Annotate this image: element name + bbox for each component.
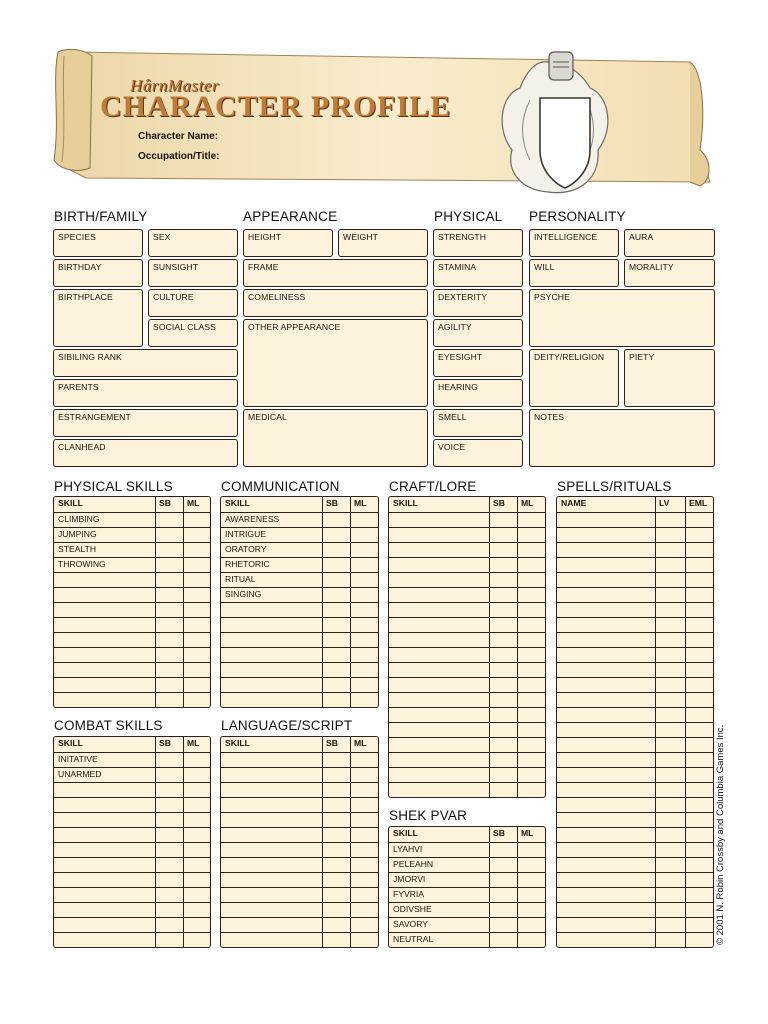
other-appearance-field[interactable] [243,319,428,407]
table-row[interactable] [389,932,545,948]
column-divider [155,497,156,707]
culture-field[interactable] [148,289,238,317]
table-row[interactable] [221,557,378,573]
clanhead-label: CLANHEAD [58,442,106,452]
table-row[interactable] [54,932,210,948]
eyesight-label: EYESIGHT [438,352,483,362]
table-row[interactable] [389,572,545,588]
physical-skills-sb-header: SB [159,498,171,508]
table-row[interactable] [221,542,378,558]
table-row[interactable] [557,557,713,573]
eyesight-field[interactable] [433,349,523,377]
other-appearance-label: OTHER APPEARANCE [248,322,341,332]
frame-label: FRAME [248,262,279,272]
will-label: WILL [534,262,555,272]
occupation-label: Occupation/Title: [138,151,220,162]
table-row[interactable] [389,767,545,783]
section-title-combat-skills: COMBAT SKILLS [54,718,163,733]
table-row[interactable] [557,692,713,708]
language-script-table [220,736,379,948]
table-row[interactable] [557,572,713,588]
table-row[interactable] [54,797,210,813]
skill-name: SAVORY [393,919,429,929]
aura-label: AURA [629,232,654,242]
table-row[interactable] [389,692,545,708]
physical-skills-ml-header: ML [187,498,200,508]
table-row[interactable] [557,812,713,828]
table-row[interactable] [389,842,545,858]
table-row[interactable] [389,902,545,918]
table-row[interactable] [221,587,378,603]
column-divider [350,497,351,707]
table-row[interactable] [389,647,545,663]
column-divider [183,497,184,707]
communication-header-row [221,497,378,512]
craft-lore-sb-header: SB [493,498,505,508]
table-row[interactable] [54,572,210,588]
table-row[interactable] [389,677,545,693]
piety-field[interactable] [624,349,715,407]
strength-label: STRENGTH [438,232,487,242]
section-title-physical-skills: PHYSICAL SKILLS [54,479,173,494]
table-row[interactable] [54,842,210,858]
table-row[interactable] [557,752,713,768]
notes-field[interactable] [529,409,715,467]
table-row[interactable] [54,917,210,933]
table-row[interactable] [389,662,545,678]
table-row[interactable] [557,932,713,948]
birthday-label: BIRTHDAY [58,262,102,272]
table-row[interactable] [221,632,378,648]
clanhead-field[interactable] [53,439,238,467]
communication-table [220,496,379,708]
column-divider [517,827,518,947]
birthplace-field[interactable] [53,289,143,347]
hearing-label: HEARING [438,382,478,392]
estrangement-label: ESTRANGEMENT [58,412,131,422]
combat-skills-header-row [54,737,210,752]
table-row[interactable] [557,827,713,843]
culture-label: CULTURE [153,292,194,302]
shek-pvar-skill-header: SKILL [393,828,418,838]
skill-name: INTRIGUE [225,529,267,539]
column-divider [155,737,156,947]
character-profile-title: CHARACTER PROFILE [100,90,452,123]
section-title-birth-family: BIRTH/FAMILY [54,209,148,224]
table-row[interactable] [557,767,713,783]
social-class-label: SOCIAL CLASS [153,322,216,332]
dexterity-label: DEXTERITY [438,292,488,302]
will-field[interactable] [529,259,619,287]
estrangement-field[interactable] [53,409,238,437]
dexterity-field[interactable] [433,289,523,317]
table-row[interactable] [557,587,713,603]
section-title-craft-lore: CRAFT/LORE [389,479,477,494]
column-divider [489,827,490,947]
sex-field[interactable] [148,229,238,257]
table-row[interactable] [54,812,210,828]
table-row[interactable] [557,602,713,618]
psyche-field[interactable] [529,289,715,347]
shek-pvar-header-row [389,827,545,842]
copyright-notice: © 2001 N. Robin Crossby and Columbia Games Inc. [715,724,726,945]
medical-field[interactable] [243,409,428,467]
table-row[interactable] [557,902,713,918]
table-row[interactable] [389,617,545,633]
column-divider [322,497,323,707]
table-row[interactable] [557,872,713,888]
table-row[interactable] [557,722,713,738]
table-row[interactable] [389,527,545,543]
intelligence-field[interactable] [529,229,619,257]
skill-name: UNARMED [58,769,102,779]
table-row[interactable] [389,737,545,753]
skill-name: INITATIVE [58,754,98,764]
table-row[interactable] [557,737,713,753]
craft-lore-table [388,496,546,798]
table-row[interactable] [557,797,713,813]
agility-field[interactable] [433,319,523,347]
shek-pvar-ml-header: ML [521,828,534,838]
skill-name: ODIVSHE [393,904,432,914]
table-row[interactable] [389,557,545,573]
table-row[interactable] [557,512,713,528]
table-row[interactable] [221,512,378,528]
communication-ml-header: ML [354,498,367,508]
table-row[interactable] [54,647,210,663]
morality-field[interactable] [624,259,715,287]
table-row[interactable] [221,872,378,888]
table-row[interactable] [221,767,378,783]
table-row[interactable] [54,512,210,528]
table-row[interactable] [221,782,378,798]
table-row[interactable] [557,782,713,798]
table-row[interactable] [389,722,545,738]
table-row[interactable] [221,572,378,588]
table-row[interactable] [54,767,210,783]
physical-skills-header-row [54,497,210,512]
language-script-header-row [221,737,378,752]
height-field[interactable] [243,229,333,257]
table-row[interactable] [54,782,210,798]
shek-pvar-sb-header: SB [493,828,505,838]
comeliness-label: COMELINESS [248,292,306,302]
morality-label: MORALITY [629,262,674,272]
stamina-field[interactable] [433,259,523,287]
table-row[interactable] [389,887,545,903]
skill-name: THROWING [58,559,106,569]
table-row[interactable] [389,512,545,528]
sex-label: SEX [153,232,171,242]
table-row[interactable] [557,842,713,858]
spells-rituals-eml-header: EML [689,498,708,508]
column-divider [655,497,656,947]
skill-name: RITUAL [225,574,256,584]
frame-field[interactable] [243,259,428,287]
table-row[interactable] [389,752,545,768]
height-label: HEIGHT [248,232,282,242]
table-row[interactable] [54,632,210,648]
combat-skills-ml-header: ML [187,738,200,748]
table-row[interactable] [221,617,378,633]
table-row[interactable] [557,617,713,633]
physical-skills-skill-header: SKILL [58,498,83,508]
skill-name: STEALTH [58,544,97,554]
species-label: SPECIES [58,232,96,242]
table-row[interactable] [557,662,713,678]
comeliness-field[interactable] [243,289,428,317]
table-row[interactable] [221,647,378,663]
table-row[interactable] [389,542,545,558]
spells-rituals-name-header: NAME [561,498,587,508]
table-row[interactable] [221,812,378,828]
section-title-personality: PERSONALITY [529,209,626,224]
table-row[interactable] [221,527,378,543]
spells-rituals-table [556,496,714,948]
table-row[interactable] [557,542,713,558]
table-row[interactable] [54,872,210,888]
spells-rituals-lv-header: LV [659,498,670,508]
voice-label: VOICE [438,442,466,452]
table-row[interactable] [54,752,210,768]
table-row[interactable] [221,692,378,708]
table-row[interactable] [557,917,713,933]
table-row[interactable] [54,527,210,543]
sibling-rank-label: SIBILING RANK [58,352,122,362]
language-script-ml-header: ML [354,738,367,748]
skill-name: PELEAHN [393,859,434,869]
skill-name: NEUTRAL [393,934,434,944]
social-class-field[interactable] [148,319,238,347]
table-row[interactable] [54,662,210,678]
shek-pvar-table [388,826,546,948]
weight-field[interactable] [338,229,428,257]
skill-name: RHETORIC [225,559,270,569]
table-row[interactable] [389,632,545,648]
parents-label: PARENTS [58,382,99,392]
skill-name: LYAHVI [393,844,423,854]
table-row[interactable] [54,902,210,918]
column-divider [350,737,351,947]
table-row[interactable] [221,842,378,858]
species-field[interactable] [53,229,143,257]
table-row[interactable] [557,527,713,543]
table-row[interactable] [557,647,713,663]
birthplace-label: BIRTHPLACE [58,292,113,302]
language-script-skill-header: SKILL [225,738,250,748]
craft-lore-skill-header: SKILL [393,498,418,508]
table-row[interactable] [221,857,378,873]
section-title-language-script: LANGUAGE/SCRIPT [221,718,353,733]
table-row[interactable] [557,677,713,693]
column-divider [517,497,518,797]
table-row[interactable] [389,857,545,873]
skill-name: JMORVI [393,874,426,884]
skill-name: FYVRIA [393,889,425,899]
section-title-physical: PHYSICAL [434,209,503,224]
table-row[interactable] [54,677,210,693]
column-divider [183,737,184,947]
hearing-field[interactable] [433,379,523,407]
table-row[interactable] [54,602,210,618]
smell-label: SMELL [438,412,467,422]
table-row[interactable] [389,917,545,933]
table-row[interactable] [54,617,210,633]
table-row[interactable] [389,782,545,798]
sunsight-label: SUNSIGHT [153,262,199,272]
spells-rituals-header-row [557,497,713,512]
table-row[interactable] [389,707,545,723]
sibling-rank-field[interactable] [53,349,238,377]
skill-name: ORATORY [225,544,267,554]
table-row[interactable] [389,602,545,618]
table-row[interactable] [221,827,378,843]
smell-field[interactable] [433,409,523,437]
stamina-label: STAMINA [438,262,477,272]
sunsight-field[interactable] [148,259,238,287]
piety-label: PIETY [629,352,655,362]
strength-field[interactable] [433,229,523,257]
communication-skill-header: SKILL [225,498,250,508]
combat-skills-table [53,736,211,948]
table-row[interactable] [221,917,378,933]
voice-field[interactable] [433,439,523,467]
skill-name: JUMPING [58,529,97,539]
column-divider [489,497,490,797]
psyche-label: PSYCHE [534,292,570,302]
table-row[interactable] [221,932,378,948]
parents-field[interactable] [53,379,238,407]
table-row[interactable] [54,542,210,558]
physical-skills-table [53,496,211,708]
table-row[interactable] [221,677,378,693]
section-title-spells-rituals: SPELLS/RITUALS [557,479,672,494]
table-row[interactable] [389,587,545,603]
table-row[interactable] [54,557,210,573]
section-title-appearance: APPEARANCE [243,209,338,224]
language-script-sb-header: SB [326,738,338,748]
skill-name: AWARENESS [225,514,280,524]
combat-skills-skill-header: SKILL [58,738,83,748]
agility-label: AGILITY [438,322,472,332]
weight-label: WEIGHT [343,232,378,242]
table-row[interactable] [557,857,713,873]
section-title-shek-pvar: SHEK PVAR [389,808,468,823]
intelligence-label: INTELLIGENCE [534,232,598,242]
communication-sb-header: SB [326,498,338,508]
table-row[interactable] [557,887,713,903]
table-row[interactable] [54,827,210,843]
skill-name: SINGING [225,589,262,599]
craft-lore-ml-header: ML [521,498,534,508]
table-row[interactable] [221,662,378,678]
birthday-field[interactable] [53,259,143,287]
combat-skills-sb-header: SB [159,738,171,748]
table-row[interactable] [557,632,713,648]
column-divider [685,497,686,947]
character-name-label: Character Name: [138,131,219,142]
table-row[interactable] [54,587,210,603]
medical-label: MEDICAL [248,412,287,422]
craft-lore-header-row [389,497,545,512]
skill-name: CLIMBING [58,514,100,524]
table-row[interactable] [221,797,378,813]
table-row[interactable] [221,887,378,903]
section-title-communication: COMMUNICATION [221,479,340,494]
table-row[interactable] [221,752,378,768]
notes-label: NOTES [534,412,565,422]
deity-religion-field[interactable] [529,349,619,407]
deity-religion-label: DEITY/RELIGION [534,352,605,362]
table-row[interactable] [54,887,210,903]
table-row[interactable] [221,602,378,618]
hm-logo-small: HârnMaster [130,76,220,95]
table-row[interactable] [557,707,713,723]
table-row[interactable] [54,692,210,708]
table-row[interactable] [221,902,378,918]
table-row[interactable] [54,857,210,873]
aura-field[interactable] [624,229,715,257]
column-divider [322,737,323,947]
table-row[interactable] [389,872,545,888]
